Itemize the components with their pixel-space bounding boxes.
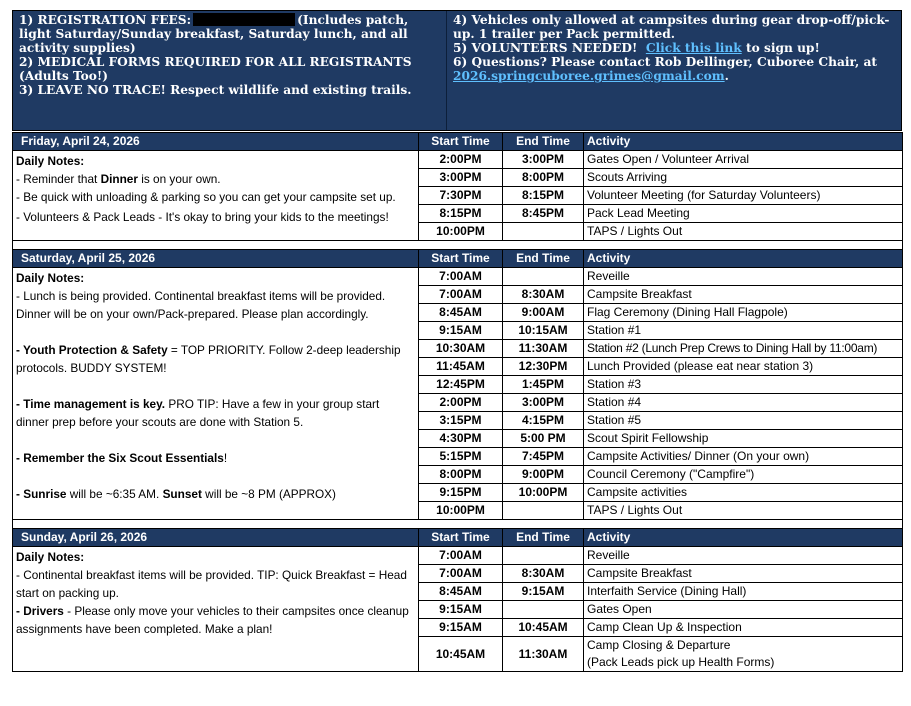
redacted-fee-block bbox=[193, 13, 295, 26]
start-time: 7:00AM bbox=[419, 565, 503, 583]
info-header bbox=[12, 10, 902, 131]
start-time: 9:15AM bbox=[419, 601, 503, 619]
activity: Gates Open / Volunteer Arrival bbox=[584, 151, 903, 169]
note-text: is on your own. bbox=[137, 172, 221, 186]
info-left-column bbox=[19, 13, 434, 97]
volunteers-signup-text: to sign up! bbox=[745, 41, 820, 55]
start-time: 8:15PM bbox=[419, 205, 503, 223]
schedule-table bbox=[12, 132, 903, 672]
start-time: 3:15PM bbox=[419, 412, 503, 430]
end-time: 12:30PM bbox=[503, 358, 584, 376]
end-time: 8:15PM bbox=[503, 187, 584, 205]
start-time: 10:00PM bbox=[419, 223, 503, 241]
activity: Station #4 bbox=[584, 394, 903, 412]
activity: Campsite activities bbox=[584, 484, 903, 502]
note-emphasis: - Drivers bbox=[16, 604, 64, 618]
start-time-header: Start Time bbox=[419, 250, 503, 268]
friday-notes bbox=[13, 151, 419, 241]
start-time: 8:00PM bbox=[419, 466, 503, 484]
start-time: 7:00AM bbox=[419, 286, 503, 304]
end-time: 4:15PM bbox=[503, 412, 584, 430]
end-time: 7:45PM bbox=[503, 448, 584, 466]
note-text: - Continental breakfast items will be provided. TIP: Quick Breakfast = Head start on packing up. bbox=[16, 568, 407, 600]
questions-text: 6) Questions? Please contact Rob Dellinger, Cuboree Chair, at bbox=[453, 55, 878, 69]
start-time: 2:00PM bbox=[419, 394, 503, 412]
start-time: 4:30PM bbox=[419, 430, 503, 448]
activity-header: Activity bbox=[584, 250, 903, 268]
start-time: 7:30PM bbox=[419, 187, 503, 205]
note-text: - Be quick with unloading & parking so you can get your campsite set up. bbox=[16, 190, 396, 204]
note-emphasis: - Time management is key. bbox=[16, 397, 166, 411]
activity-header: Activity bbox=[584, 133, 903, 151]
end-time: 8:45PM bbox=[503, 205, 584, 223]
end-time: 9:00PM bbox=[503, 466, 584, 484]
note-text: - Please only move your vehicles to their campsites once cleanup assignments have been completed. Make a plan! bbox=[16, 604, 409, 636]
end-time: 9:15AM bbox=[503, 583, 584, 601]
saturday-title: Saturday, April 25, 2026 bbox=[13, 250, 419, 268]
activity: TAPS / Lights Out bbox=[584, 223, 903, 241]
registration-fees-note bbox=[19, 13, 434, 55]
end-time: 10:15AM bbox=[503, 322, 584, 340]
table-row bbox=[13, 268, 903, 286]
activity: Gates Open bbox=[584, 601, 903, 619]
note-text: - Lunch is being provided. Continental breakfast items will be provided. Dinner will be on your own/Pack-prepared. Please plan accordingly. bbox=[16, 289, 386, 321]
activity: Volunteer Meeting (for Saturday Volunteers) bbox=[584, 187, 903, 205]
volunteers-note bbox=[453, 41, 901, 55]
schedule-sheet bbox=[12, 10, 902, 698]
volunteer-signup-link[interactable]: Click this link bbox=[645, 41, 742, 55]
start-time: 10:30AM bbox=[419, 340, 503, 358]
activity: Campsite Activities/ Dinner (On your own) bbox=[584, 448, 903, 466]
saturday-header-row bbox=[13, 250, 903, 268]
contact-email-link[interactable]: 2026.springcuboree.grimes@gmail.com bbox=[453, 69, 725, 83]
start-time: 3:00PM bbox=[419, 169, 503, 187]
spacer bbox=[13, 520, 903, 529]
end-time bbox=[503, 502, 584, 520]
activity: Station #1 bbox=[584, 322, 903, 340]
activity-header: Activity bbox=[584, 529, 903, 547]
table-row bbox=[13, 547, 903, 565]
activity bbox=[584, 637, 903, 672]
spacer-row bbox=[13, 241, 903, 250]
start-time: 10:00PM bbox=[419, 502, 503, 520]
end-time-header: End Time bbox=[503, 133, 584, 151]
end-time bbox=[503, 547, 584, 565]
note-emphasis: Dinner bbox=[100, 172, 138, 186]
notes-heading: Daily Notes: bbox=[16, 271, 85, 285]
start-time: 8:45AM bbox=[419, 304, 503, 322]
start-time: 9:15AM bbox=[419, 322, 503, 340]
activity: Flag Ceremony (Dining Hall Flagpole) bbox=[584, 304, 903, 322]
start-time: 10:45AM bbox=[419, 637, 503, 672]
end-time: 8:00PM bbox=[503, 169, 584, 187]
end-time: 8:30AM bbox=[503, 565, 584, 583]
end-time-header: End Time bbox=[503, 529, 584, 547]
activity: Scouts Arriving bbox=[584, 169, 903, 187]
start-time: 9:15AM bbox=[419, 619, 503, 637]
spacer-row bbox=[13, 520, 903, 529]
start-time: 7:00AM bbox=[419, 268, 503, 286]
end-time: 11:30AM bbox=[503, 340, 584, 358]
volunteers-label: 5) VOLUNTEERS NEEDED! bbox=[453, 41, 638, 55]
header-divider bbox=[446, 11, 447, 130]
activity: Reveille bbox=[584, 268, 903, 286]
activity: TAPS / Lights Out bbox=[584, 502, 903, 520]
start-time-header: Start Time bbox=[419, 529, 503, 547]
note-text: PRO TIP: Have a few in your group start dinner prep before your scouts are done with Station 5. bbox=[16, 397, 380, 429]
end-time bbox=[503, 268, 584, 286]
sunday-notes bbox=[13, 547, 419, 672]
activity: Station #3 bbox=[584, 376, 903, 394]
start-time: 11:45AM bbox=[419, 358, 503, 376]
note-text: will be ~8 PM (APPROX) bbox=[201, 487, 336, 501]
activity-line: (Pack Leads pick up Health Forms) bbox=[587, 655, 775, 669]
saturday-notes bbox=[13, 268, 419, 520]
end-time-header: End Time bbox=[503, 250, 584, 268]
end-time: 9:00AM bbox=[503, 304, 584, 322]
note-text: - Volunteers & Pack Leads - It's okay to bring your kids to the meetings! bbox=[16, 210, 389, 224]
end-time: 1:45PM bbox=[503, 376, 584, 394]
start-time: 5:15PM bbox=[419, 448, 503, 466]
end-time: 3:00PM bbox=[503, 394, 584, 412]
note-text: - Reminder that bbox=[16, 172, 101, 186]
activity: Campsite Breakfast bbox=[584, 286, 903, 304]
info-right-column bbox=[453, 13, 901, 83]
start-time: 8:45AM bbox=[419, 583, 503, 601]
activity: Council Ceremony ("Campfire") bbox=[584, 466, 903, 484]
medical-forms-note: 2) MEDICAL FORMS REQUIRED FOR ALL REGISTRANTS (Adults Too!) bbox=[19, 55, 412, 83]
activity: Lunch Provided (please eat near station 3) bbox=[584, 358, 903, 376]
friday-title: Friday, April 24, 2026 bbox=[13, 133, 419, 151]
end-time: 3:00PM bbox=[503, 151, 584, 169]
questions-note bbox=[453, 55, 901, 83]
notes-heading: Daily Notes: bbox=[16, 154, 85, 168]
sunday-title: Sunday, April 26, 2026 bbox=[13, 529, 419, 547]
note-emphasis: - Remember the Six Scout Essentials bbox=[16, 451, 224, 465]
start-time: 2:00PM bbox=[419, 151, 503, 169]
activity: Pack Lead Meeting bbox=[584, 205, 903, 223]
end-time: 8:30AM bbox=[503, 286, 584, 304]
activity: Station #2 (Lunch Prep Crews to Dining Hall by 11:00am) bbox=[584, 340, 903, 358]
note-text: = TOP PRIORITY. Follow 2-deep leadership protocols. BUDDY SYSTEM! bbox=[16, 343, 401, 375]
registration-fees-label: 1) REGISTRATION FEES: bbox=[19, 13, 192, 27]
note-text: ! bbox=[223, 451, 228, 465]
end-time: 10:00PM bbox=[503, 484, 584, 502]
activity: Interfaith Service (Dining Hall) bbox=[584, 583, 903, 601]
activity: Station #5 bbox=[584, 412, 903, 430]
questions-period: . bbox=[724, 69, 729, 83]
end-time bbox=[503, 223, 584, 241]
notes-heading: Daily Notes: bbox=[16, 550, 85, 564]
activity: Reveille bbox=[584, 547, 903, 565]
leave-no-trace-note: 3) LEAVE NO TRACE! Respect wildlife and existing trails. bbox=[19, 83, 412, 97]
activity: Scout Spirit Fellowship bbox=[584, 430, 903, 448]
table-row bbox=[13, 151, 903, 169]
vehicles-note: 4) Vehicles only allowed at campsites during gear drop-off/pick-up. 1 trailer per Pack permitted. bbox=[453, 13, 890, 41]
friday-header-row bbox=[13, 133, 903, 151]
activity: Campsite Breakfast bbox=[584, 565, 903, 583]
start-time: 7:00AM bbox=[419, 547, 503, 565]
end-time bbox=[503, 601, 584, 619]
spacer bbox=[13, 241, 903, 250]
start-time: 12:45PM bbox=[419, 376, 503, 394]
note-emphasis: - Sunrise bbox=[16, 487, 67, 501]
activity-line: Camp Closing & Departure bbox=[587, 638, 731, 652]
activity: Camp Clean Up & Inspection bbox=[584, 619, 903, 637]
note-emphasis: Sunset bbox=[162, 487, 202, 501]
note-emphasis: - Youth Protection & Safety bbox=[16, 343, 168, 357]
sunday-header-row bbox=[13, 529, 903, 547]
registration-fees-detail: (Includes patch, light Saturday/Sunday breakfast, Saturday lunch, and all activity supplies) bbox=[19, 13, 409, 55]
end-time: 5:00 PM bbox=[503, 430, 584, 448]
note-text: will be ~6:35 AM. bbox=[66, 487, 163, 501]
end-time: 11:30AM bbox=[503, 637, 584, 672]
end-time: 10:45AM bbox=[503, 619, 584, 637]
start-time-header: Start Time bbox=[419, 133, 503, 151]
start-time: 9:15PM bbox=[419, 484, 503, 502]
